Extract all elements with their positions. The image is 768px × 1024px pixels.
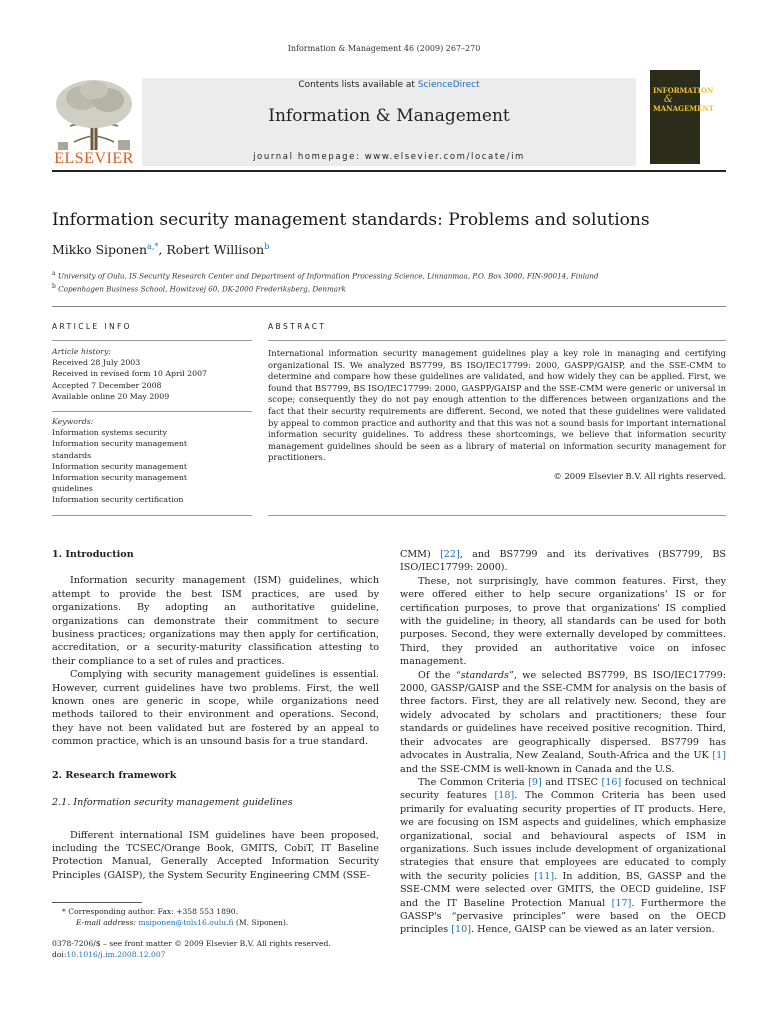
header-rule [52, 170, 726, 172]
corresponding-author-footnote: * Corresponding author. Fax: +358 553 1890. E-mail address: msiponen@tols16.oulu.fi (M. Siponen). [62, 907, 289, 927]
intro-paragraph-1: Information security management (ISM) guidelines, which attempt to provide the best ISM practices, are used by organizations. By adopting an authoritative guideline, organizations can demonstrate their commitment to secure business practices; organizations may then apply for certification, accreditation, or a security-maturity classification attesting to their compliance to a set of rules and practices. [52, 575, 379, 667]
footnote-rule [52, 902, 142, 903]
section-2-1-heading: 2.1. Information security management guidelines [52, 797, 293, 809]
keyword-item: Information security management [52, 461, 187, 471]
article-title: Information security management standards: Problems and solutions [52, 210, 650, 230]
affiliation-b: $^b$ Copenhagen Business School, Howitzvej 60, DK-2000 Frederiksberg, Denmark [52, 283, 346, 294]
journal-title-band [142, 78, 636, 166]
affiliations [52, 268, 732, 295]
author-email-link[interactable]: msiponen@tols16.oulu.fi [138, 918, 234, 927]
keyword-item: Information systems security [52, 428, 168, 438]
body-left-column [52, 548, 379, 882]
doi-line: doi:10.1016/j.im.2008.12.007 [52, 950, 166, 959]
article-info-rule [52, 340, 252, 341]
author-list: Mikko Siponen$^{a,*}$, Robert Willison$^b$ [52, 242, 270, 258]
abstract-heading: ABSTRACT [268, 322, 327, 331]
sciencedirect-link[interactable]: ScienceDirect [417, 80, 480, 90]
abstract-rule [268, 340, 726, 341]
body-right-column [400, 548, 726, 937]
abstract-copyright: © 2009 Elsevier B.V. All rights reserved. [553, 471, 726, 481]
common-features-paragraph: These, not surprisingly, have common features. First, they were offered either to help secure organizations' IS or for certification purposes, to prove that organizations' IS complied with the guideline; in theory, all standards can be used for both purposes. Second, they were externally developed by committees. Third, they provided an authoritative voice on infosec management. [400, 575, 726, 668]
journal-homepage[interactable]: journal homepage: www.elsevier.com/locate/im [253, 152, 525, 162]
reference-link[interactable]: [22] [440, 549, 460, 560]
abstract-text: International information security management guidelines play a key role in managing and certifying organizational IS. We analyzed BS7799, BS ISO/IEC17799: 2000, GASPP/GAISP, and the SSE-CMM to determine and compare how these guidelines are validated, and how widely they can be applied. First, we found that BS7799, BS ISO/IEC17799: 2000, GASPP/GAISP and the SSE-CMM were generic or universal in scope; consequently they do not pay enough attention to the differences between organizations and the fact that their security requirements are different. Second, we noted that these guidelines were validated by appeal to common practice and authority and that this was not a sound basis for important international information security guidelines. To address these shortcomings, we believe that information security management guidelines should be seen as a library of material on information security management for practitioners. [268, 348, 726, 463]
article-history [52, 346, 252, 402]
author-2: Robert Willison [166, 242, 265, 258]
journal-banner [52, 70, 636, 168]
section-1-heading: 1. Introduction [52, 549, 134, 560]
standards-selection-paragraph: Of the “standards”, we selected BS7799, BS ISO/IEC17799: 2000, GASSP/GAISP and the SSE-CMM for analysis on the basis of three factors. First, they are all relatively new. Second, they are widely advocated by scholars and practitioners; these four standards or guidelines have received positive recognition. Third, their advocates are geographically dispersed. BS7799 has advocates in Australia, New Zealand, South-Africa and the UK [1] and the SSE-CMM is well-known in Canada and the U.S. [400, 669, 726, 775]
issn-doi [52, 938, 392, 960]
section-2-heading: 2. Research framework [52, 769, 177, 781]
contents-available: Contents lists available at ScienceDirect [298, 80, 480, 90]
history-item: Accepted 7 December 2008 [52, 380, 162, 390]
front-matter-rule [52, 306, 726, 307]
elsevier-tree-icon [52, 76, 136, 152]
reference-link[interactable]: [18] [494, 790, 515, 802]
elsevier-wordmark: ELSEVIER [54, 150, 134, 167]
history-item: Available online 20 May 2009 [52, 391, 170, 401]
author-2-affiliation-marker[interactable]: b [264, 242, 270, 251]
abstract-bottom-rule [268, 515, 726, 516]
keywords-label: Keywords: [52, 417, 94, 426]
keyword-item: Information security management [52, 439, 187, 449]
keyword-item: guidelines [52, 484, 93, 494]
keywords-rule [52, 411, 252, 412]
ism-guidelines-paragraph: Different international ISM guidelines have been proposed, including the TCSEC/Orange Book, GMITS, CobiT, IT Baseline Protection Manual, Generally Accepted Information Security Principles (GAISP), the System Security Engineering CMM (SSE- [52, 829, 379, 881]
common-criteria-paragraph: The Common Criteria [9] and ITSEC [16] focused on technical security features [18]. The Common Criteria has been used primarily for evaluating security properties of IT products. Here, we are focusing on ISM aspects and guidelines, which emphasize organizational, social and behavioural aspects of ISM in organizations. Such issues include development of organizational strategies that ensure that employees are educated to comply with the security policies [11]. In addition, BS, GASSP and the SSE-CMM were selected over GMITS, the OECD guideline, ISF and the IT Baseline Protection Manual [17]. Furthermore the GASSP's “pervasive principles” were based on the OECD principles [10]. Hence, GAISP can be viewed as an later version. [400, 776, 727, 936]
author-1: Mikko Siponen [52, 242, 148, 258]
keyword-item: standards [52, 450, 92, 460]
reference-link[interactable]: [16] [601, 776, 622, 788]
journal-name: Information & Management [268, 106, 510, 126]
history-item: Received in revised form 10 April 2007 [52, 369, 208, 379]
doi-link[interactable]: 10.1016/j.im.2008.12.007 [66, 950, 166, 959]
reference-link[interactable]: [9] [528, 776, 542, 788]
continued-paragraph: CMM) [22], and BS7799 and its derivatives (BS7799, BS ISO/IEC17799: 2000). [400, 549, 727, 574]
journal-citation: Information & Management 46 (2009) 267–270 [287, 44, 481, 53]
cover-title-1: INFORMATION [653, 86, 714, 95]
keyword-item: Information security certification [52, 495, 184, 505]
reference-link[interactable]: [11] [534, 870, 555, 882]
footnote-marker: * [62, 907, 66, 916]
issn-line: 0378-7206/$ – see front matter © 2009 Elsevier B.V. All rights reserved. [52, 939, 331, 948]
elsevier-logo [52, 76, 136, 168]
cover-title-2: MANAGEMENT [653, 104, 715, 113]
reference-link[interactable]: [17] [611, 897, 632, 909]
article-info-heading: ARTICLE INFO [52, 322, 132, 331]
affiliation-a: $^a$ University of Oulu, IS Security Research Center and Department of Information Processing Science, Linnanmaa, P.O. Box 3000, FIN-90014, Finland [52, 270, 599, 281]
article-history-label: Article history: [52, 347, 112, 356]
cover-ampersand: & [664, 94, 673, 105]
reference-link[interactable]: [10] [451, 924, 471, 936]
keywords [52, 416, 252, 506]
article-info-bottom-rule [52, 515, 252, 516]
keyword-item: Information security management [52, 473, 187, 483]
author-1-affiliation-marker[interactable]: a,* [147, 242, 159, 251]
history-item: Received 28 July 2003 [52, 358, 141, 368]
reference-link[interactable]: [1] [712, 750, 726, 762]
journal-cover-thumbnail [650, 70, 715, 164]
intro-paragraph-2: Complying with security management guidelines is essential. However, current guidelines have two problems. First, the well known ones are generic in scope, while organizations need methods tailored to their environment and operations. Second, they have not been validated but are fostered by an appeal to common practice, which is an unsound basis for a true standard. [52, 669, 379, 748]
